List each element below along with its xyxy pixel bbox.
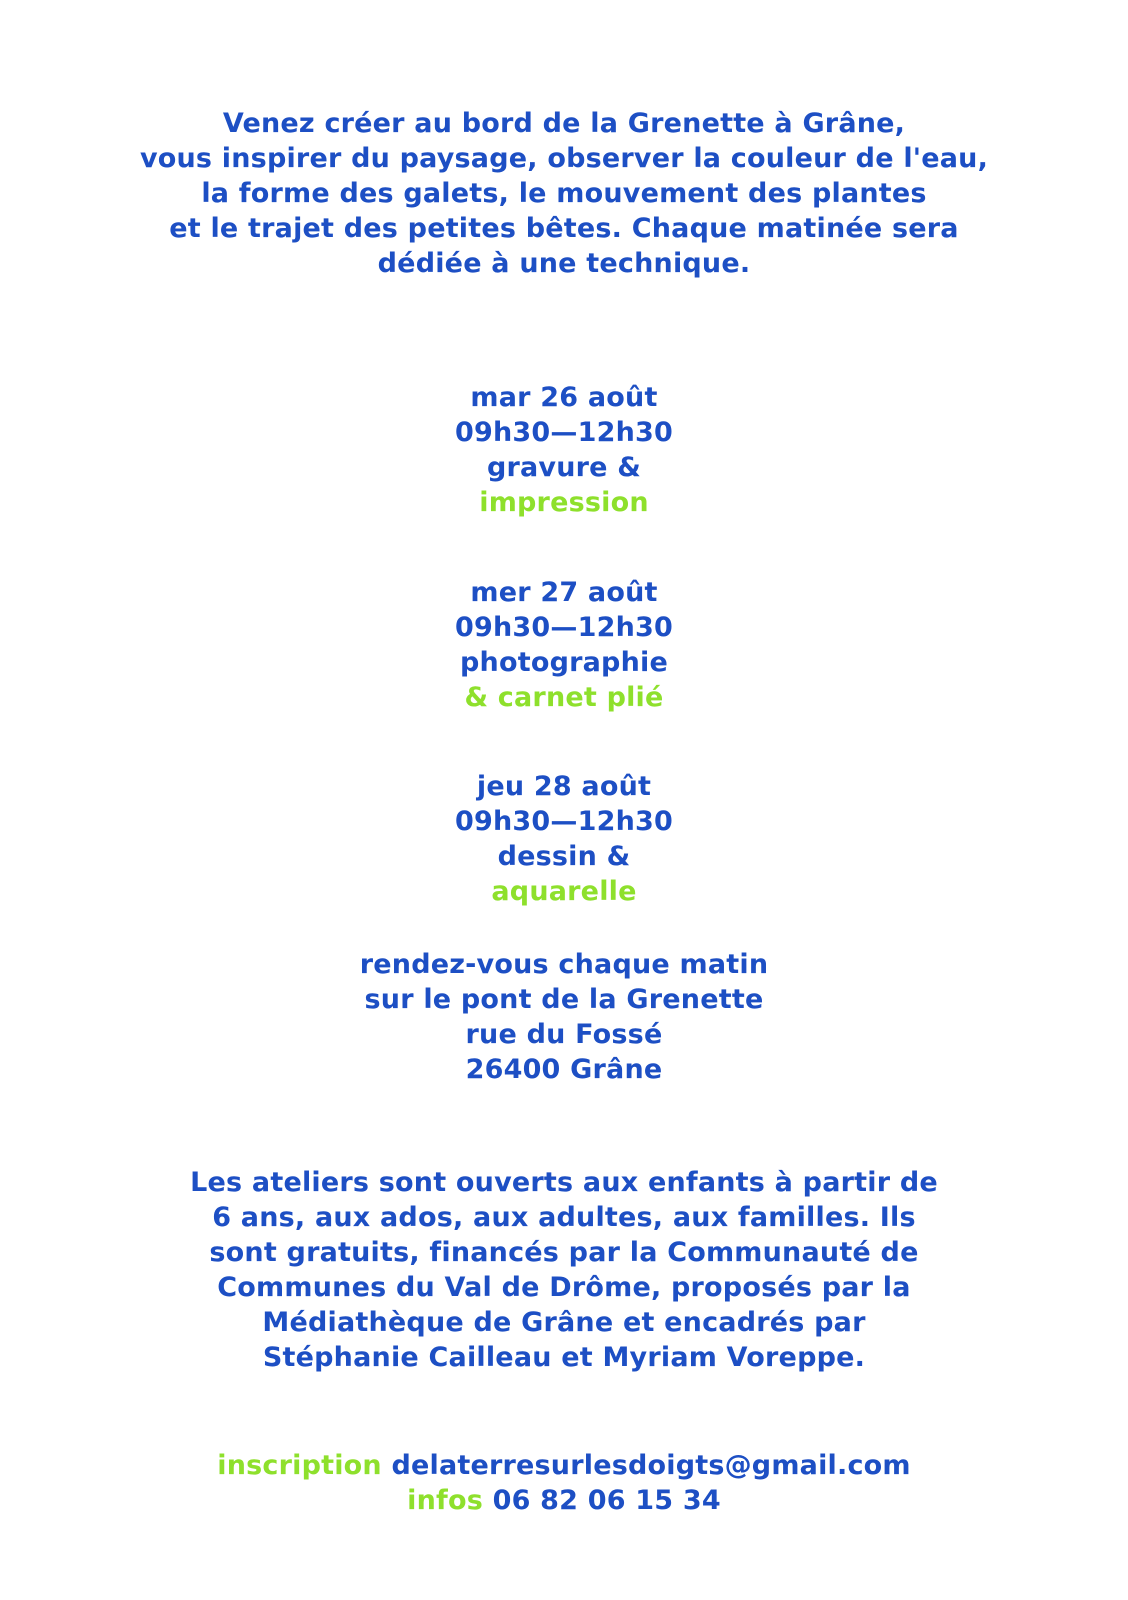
session-technique-highlight: impression bbox=[479, 487, 649, 518]
session-technique: dessin & bbox=[497, 841, 631, 872]
phone-link[interactable]: 06 82 06 15 34 bbox=[492, 1485, 721, 1516]
intro-paragraph bbox=[0, 106, 1128, 281]
infos-row bbox=[0, 1483, 1128, 1518]
session-date: jeu 28 août bbox=[476, 771, 652, 802]
session-time: 09h30—12h30 bbox=[455, 612, 673, 643]
meeting-line: rue du Fossé bbox=[465, 1019, 663, 1050]
email-link[interactable]: delaterresurlesdoigts@gmail.com bbox=[391, 1450, 911, 1481]
session-tuesday bbox=[0, 380, 1128, 520]
audience-paragraph bbox=[0, 1165, 1128, 1375]
audience-line: Stéphanie Cailleau et Myriam Voreppe. bbox=[262, 1342, 866, 1373]
session-time: 09h30—12h30 bbox=[455, 806, 673, 837]
meeting-line: rendez-vous chaque matin bbox=[359, 949, 769, 980]
audience-line: Les ateliers sont ouverts aux enfants à partir de bbox=[190, 1167, 938, 1198]
session-date: mer 27 août bbox=[470, 577, 658, 608]
intro-line: et le trajet des petites bêtes. Chaque matinée sera bbox=[169, 213, 959, 244]
meeting-line: 26400 Grâne bbox=[465, 1054, 663, 1085]
session-wednesday bbox=[0, 575, 1128, 715]
intro-line: la forme des galets, le mouvement des plantes bbox=[201, 178, 927, 209]
session-date: mar 26 août bbox=[470, 382, 658, 413]
session-technique: gravure & bbox=[486, 452, 642, 483]
session-thursday bbox=[0, 769, 1128, 909]
audience-line: 6 ans, aux ados, aux adultes, aux familles. Ils bbox=[212, 1202, 916, 1233]
meeting-point bbox=[0, 947, 1128, 1087]
audience-line: Communes du Val de Drôme, proposés par la bbox=[217, 1272, 911, 1303]
meeting-line: sur le pont de la Grenette bbox=[364, 984, 764, 1015]
intro-line: vous inspirer du paysage, observer la couleur de l'eau, bbox=[139, 143, 989, 174]
session-technique-highlight: & carnet plié bbox=[464, 682, 664, 713]
session-time: 09h30—12h30 bbox=[455, 417, 673, 448]
session-technique: photographie bbox=[460, 647, 668, 678]
session-technique-highlight: aquarelle bbox=[491, 876, 637, 907]
intro-line: dédiée à une technique. bbox=[377, 248, 751, 279]
intro-line: Venez créer au bord de la Grenette à Grâne, bbox=[222, 108, 906, 139]
audience-line: Médiathèque de Grâne et encadrés par bbox=[262, 1307, 866, 1338]
inscription-label: inscription bbox=[217, 1450, 382, 1481]
contact-block bbox=[0, 1448, 1128, 1518]
inscription-row bbox=[0, 1448, 1128, 1483]
audience-line: sont gratuits, financés par la Communauté de bbox=[209, 1237, 919, 1268]
infos-label: infos bbox=[407, 1485, 483, 1516]
